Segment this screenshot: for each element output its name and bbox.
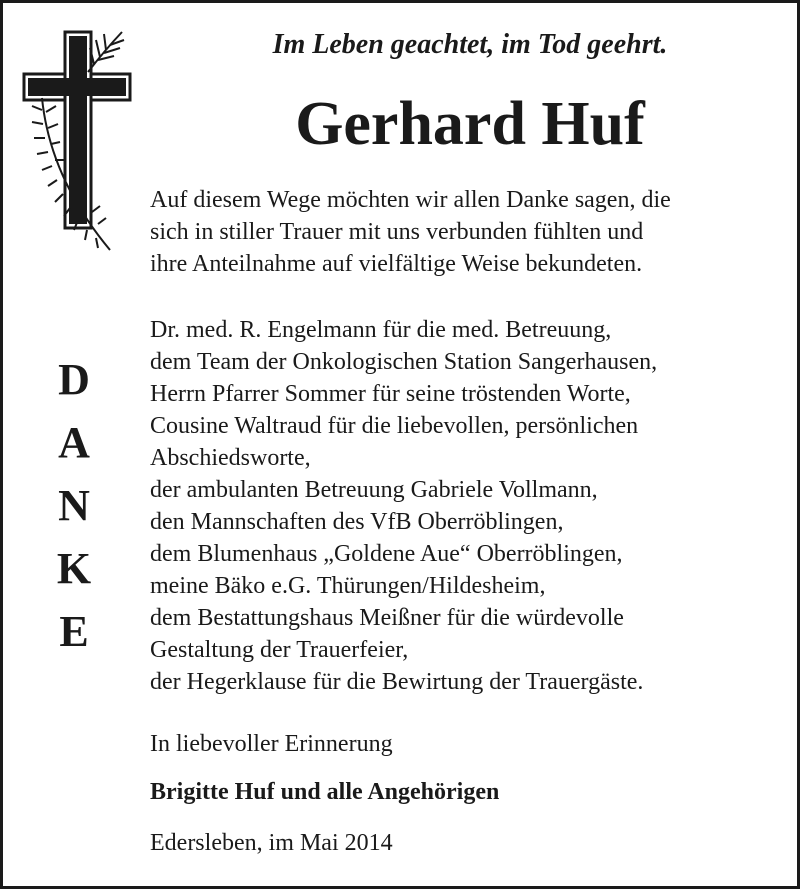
closing-line: In liebevoller Erinnerung bbox=[150, 731, 393, 757]
cross-with-palm-branch-icon bbox=[20, 28, 140, 258]
thanks-line: dem Bestattungshaus Meißner für die würdevolle bbox=[150, 605, 624, 631]
thanks-line: dem Blumenhaus „Goldene Aue“ Oberröblingen, bbox=[150, 541, 623, 567]
deceased-name: Gerhard Huf bbox=[295, 90, 645, 158]
thanks-list bbox=[150, 314, 790, 698]
intro-line: sich in stiller Trauer mit uns verbunden fühlten und bbox=[150, 219, 644, 245]
intro-paragraph bbox=[150, 184, 790, 280]
danke-letter: K bbox=[56, 544, 92, 593]
thanks-line: meine Bäko e.G. Thürungen/Hildesheim, bbox=[150, 573, 546, 599]
thanks-line: Cousine Waltraud für die liebevollen, persönlichen bbox=[150, 413, 639, 439]
thanks-line: Gestaltung der Trauerfeier, bbox=[150, 637, 409, 663]
motto-heading: Im Leben geachtet, im Tod geehrt. bbox=[272, 29, 668, 60]
danke-letter: N bbox=[58, 481, 90, 530]
thanks-line: Abschiedsworte, bbox=[150, 445, 311, 471]
thanks-line: den Mannschaften des VfB Oberröblingen, bbox=[150, 509, 564, 535]
danke-letter: A bbox=[58, 418, 90, 467]
danke-letter: D bbox=[58, 355, 90, 404]
thanks-line: dem Team der Onkologischen Station Sangerhausen, bbox=[150, 349, 658, 375]
thanks-line: der ambulanten Betreuung Gabriele Vollmann, bbox=[150, 477, 598, 503]
danke-vertical-word bbox=[44, 348, 104, 663]
thanks-line: Dr. med. R. Engelmann für die med. Betreuung, bbox=[150, 317, 612, 343]
thanks-line: Herrn Pfarrer Sommer für seine tröstenden Worte, bbox=[150, 381, 631, 407]
intro-line: ihre Anteilnahme auf vielfältige Weise bekundeten. bbox=[150, 251, 643, 277]
signature-line: Brigitte Huf und alle Angehörigen bbox=[150, 779, 500, 805]
intro-line: Auf diesem Wege möchten wir allen Danke sagen, die bbox=[150, 187, 671, 213]
place-date-line: Edersleben, im Mai 2014 bbox=[150, 830, 393, 856]
danke-letter: E bbox=[59, 607, 89, 656]
thanks-line: der Hegerklause für die Bewirtung der Trauergäste. bbox=[150, 669, 644, 695]
